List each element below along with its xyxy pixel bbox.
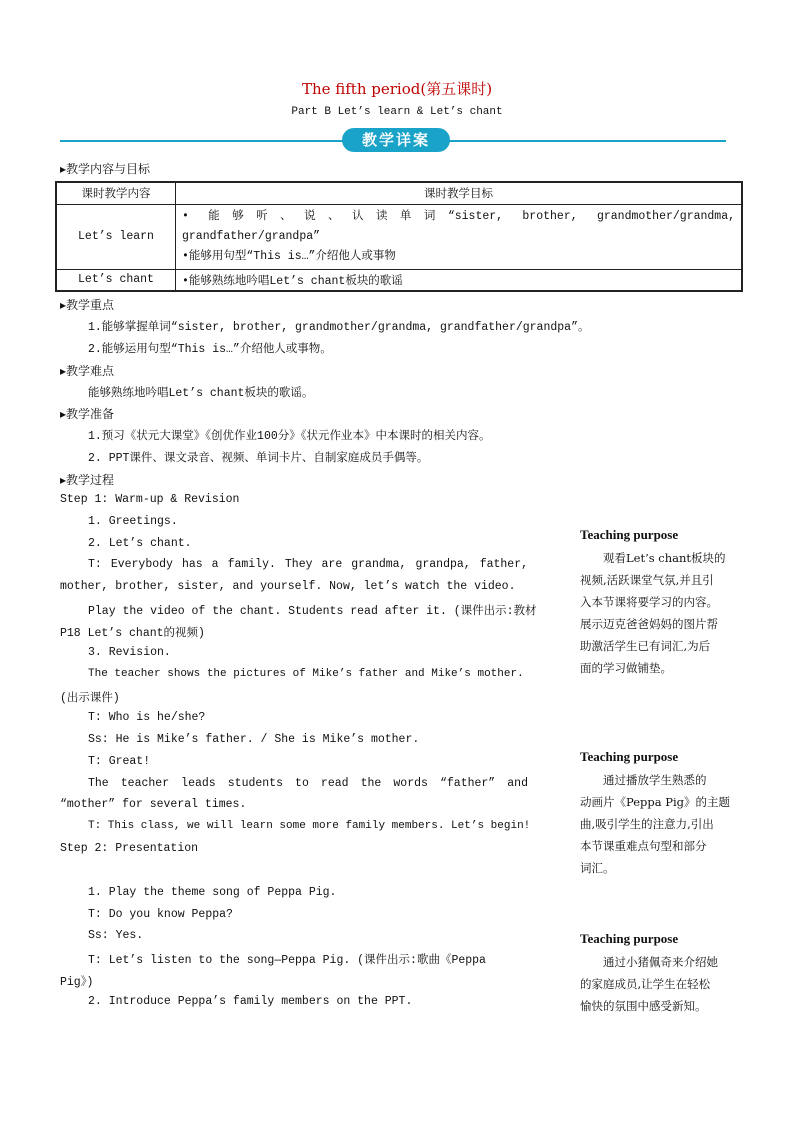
process-line: Step 2: Presentation [60,842,199,855]
note-line: 展示迈克爸爸妈妈的图片帮 [580,617,718,631]
process-line: The teacher leads students to read the words “father” and [88,777,528,790]
table-row [56,269,742,291]
process-line: T: Everybody has a family. They are grandma, grandpa, father, [88,558,528,571]
goal-line: •能够用句型“This is…”介绍他人或事物 [182,249,396,263]
process-line: T: Great! [88,755,151,768]
table-header-content: 课时教学内容 [56,182,176,204]
process-line: 3. Revision. [88,646,171,659]
note-line: 愉快的氛围中感受新知。 [580,999,707,1013]
note-line: 通过播放学生熟悉的 [603,773,707,787]
note-line: 的家庭成员,让学生在轻松 [580,977,711,991]
section-heading-process: ▸教学过程 [60,473,115,487]
goal-line: grandfather/grandpa” [182,229,321,243]
key-point-line: 1.能够掌握单词“sister, brother, grandmother/grandma, grandfather/grandpa”。 [88,321,590,334]
table-cell-content: Let’s chant [56,269,176,291]
note-line: 词汇。 [580,861,615,875]
note-line: 通过小猪佩奇来介绍她 [603,955,718,969]
preparation-line: 2. PPT课件、课文录音、视频、单词卡片、自制家庭成员手偶等。 [88,452,429,465]
teaching-purpose-heading: Teaching purpose [580,931,679,946]
teaching-purpose-note [580,951,750,1017]
process-line: 2. Introduce Peppa’s family members on the PPT. [88,995,413,1008]
note-line: 助激活学生已有词汇,为后 [580,639,711,653]
page-title: The fifth period(第五课时) [301,80,493,98]
process-line: 1. Greetings. [88,515,178,528]
note-line: 本节课重难点句型和部分 [580,839,707,853]
process-line: T: Do you know Peppa? [88,908,233,921]
note-line: 曲,吸引学生的注意力,引出 [580,817,714,831]
note-line: 面的学习做铺垫。 [580,661,672,675]
process-line: The teacher shows the pictures of Mike’s father and Mike’s mother. [88,668,524,680]
process-line: T: Who is he/she? [88,711,206,724]
process-line: 2. Let’s chant. [88,537,192,550]
note-line: 观看Let’s chant板块的 [603,551,726,565]
teaching-purpose-note [580,547,750,679]
section-heading-preparation: ▸教学准备 [60,407,115,421]
process-line: Play the video of the chant. Students read after it. (课件出示:教材 [88,605,537,618]
table-header-goals: 课时教学目标 [176,182,743,204]
note-line: 入本节课将要学习的内容。 [580,595,718,609]
section-heading-key-points: ▸教学重点 [60,298,115,312]
goal-line: • 能够听、说、认读单词“sister, brother, grandmother/grandma, [182,209,735,223]
process-line: T: This class, we will learn some more family members. Let’s begin! [88,820,531,832]
process-line: P18 Let’s chant的视频) [60,627,205,640]
table-cell-content: Let’s learn [56,204,176,269]
note-line: 动画片《Peppa Pig》的主题 [580,795,731,809]
process-line: (出示课件) [60,692,120,705]
difficulty-line: 能够熟练地吟唱Let’s chant板块的歌谣。 [88,387,314,400]
header-divider-right [446,140,726,142]
table-cell-goal [176,204,743,269]
process-line: T: Let’s listen to the song—Peppa Pig. (课件出示:歌曲《Peppa [88,954,486,967]
teaching-purpose-heading: Teaching purpose [580,527,679,542]
teaching-purpose-note [580,769,750,879]
section-heading-content-goals: ▸教学内容与目标 [60,162,151,176]
page-subtitle: Part B Let’s learn & Let’s chant [291,106,503,118]
table-row [56,204,742,269]
process-line: Pig》) [60,976,94,989]
section-badge: 教学详案 [342,128,450,152]
teaching-purpose-heading: Teaching purpose [580,749,679,764]
process-line: Step 1: Warm-up & Revision [60,493,240,506]
section-heading-difficulty: ▸教学难点 [60,364,115,378]
process-line: Ss: He is Mike’s father. / She is Mike’s mother. [88,733,420,746]
process-line: Ss: Yes. [88,929,144,942]
note-line: 视频,活跃课堂气氛,并且引 [580,573,714,587]
table-cell-goal: •能够熟练地吟唱Let’s chant板块的歌谣 [176,269,743,291]
goals-table [55,181,743,292]
process-line: 1. Play the theme song of Peppa Pig. [88,886,337,899]
process-line: mother, brother, sister, and yourself. Now, let’s watch the video. [60,580,516,593]
process-line: “mother” for several times. [60,798,247,811]
key-point-line: 2.能够运用句型“This is…”介绍他人或事物。 [88,343,332,356]
header-divider-left [60,140,346,142]
preparation-line: 1.预习《状元大课堂》《创优作业100分》《状元作业本》中本课时的相关内容。 [88,430,491,443]
